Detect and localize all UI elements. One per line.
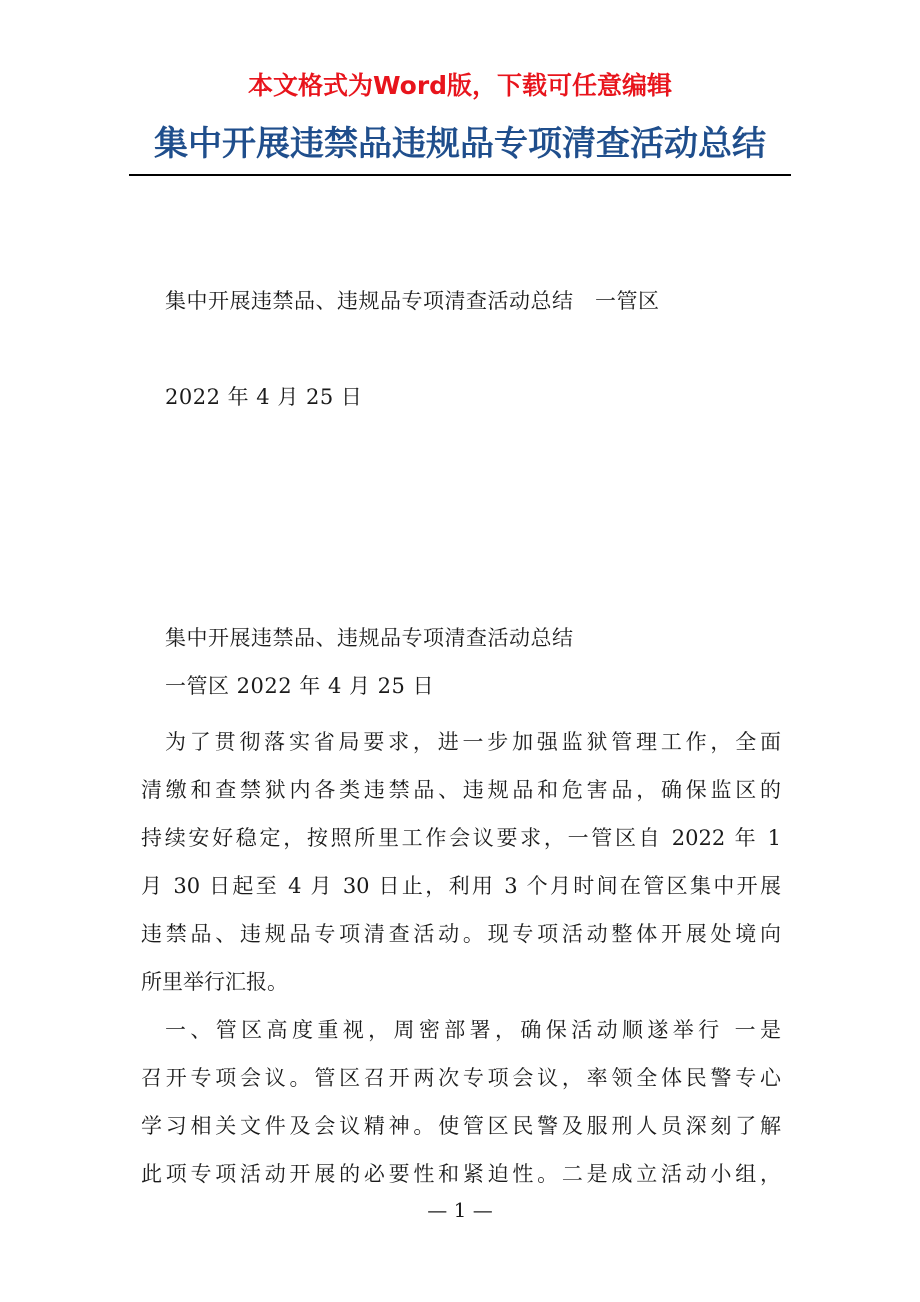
format-banner: 本文格式为Word版，下载可任意编辑 — [247, 71, 673, 100]
paragraph-line: 此项专项活动开展的必要性和紧迫性。二是成立活动小组， — [141, 1162, 781, 1186]
intro-title-line: 集中开展违禁品、违规品专项清查活动总结 一管区 — [165, 289, 660, 313]
paragraph-line: 清缴和查禁狱内各类违禁品、违规品和危害品，确保监区的 — [141, 778, 781, 802]
document-title: 集中开展违禁品违规品专项清查活动总结 — [154, 124, 766, 164]
body-text — [141, 718, 781, 1198]
page-number: — 1 — — [427, 1198, 493, 1222]
paragraph-line: 月 30 日起至 4 月 30 日止，利用 3 个月时间在管区集中开展 — [141, 874, 781, 898]
paragraph-line: 学习相关文件及会议精神。使管区民警及服刑人员深刻了解 — [141, 1114, 781, 1138]
section-dept-date-line: 一管区 2022 年 4 月 25 日 — [165, 674, 435, 698]
paragraph-line: 召开专项会议。管区召开两次专项会议，率领全体民警专心 — [141, 1066, 781, 1090]
intro-date-line: 2022 年 4 月 25 日 — [165, 385, 363, 409]
title-divider — [129, 174, 791, 176]
paragraph-line: 持续安好稳定，按照所里工作会议要求，一管区自 2022 年 1 — [141, 826, 781, 850]
section-title-line: 集中开展违禁品、违规品专项清查活动总结 — [165, 626, 574, 650]
paragraph-line: 违禁品、违规品专项清查活动。现专项活动整体开展处境向 — [141, 922, 781, 946]
paragraph-line: 所里举行汇报。 — [141, 970, 288, 994]
paragraph-line: 为了贯彻落实省局要求，进一步加强监狱管理工作，全面 — [165, 730, 781, 754]
paragraph-line: 一、管区高度重视，周密部署，确保活动顺遂举行 一是 — [165, 1018, 781, 1042]
